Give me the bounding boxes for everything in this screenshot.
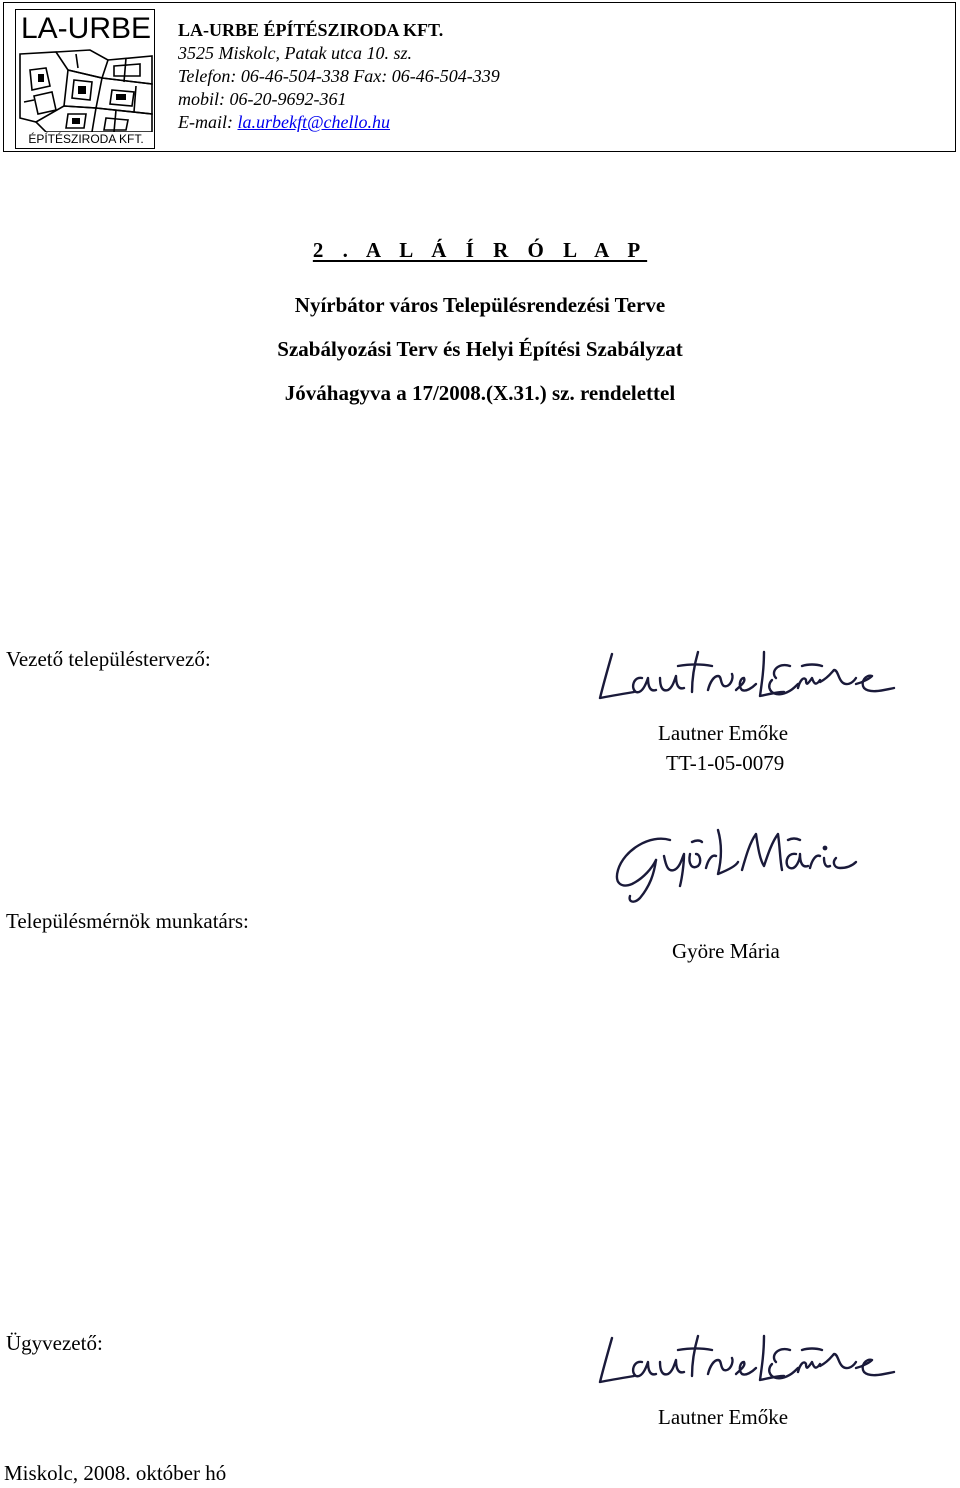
lead-planner-registration: TT-1-05-0079 [666, 751, 785, 775]
signature-gyore [610, 826, 860, 906]
engineer-name: Györe Mária [672, 939, 780, 963]
signature-lautner-1 [594, 648, 899, 710]
signature-lautner-2 [594, 1332, 899, 1394]
company-name: LA-URBE ÉPÍTÉSZIRODA KFT. [178, 20, 444, 40]
document-title-text: 2 . A L Á Í R Ó L A P [312, 238, 648, 262]
document-subtitle-1: Nyírbátor város Településrendezési Terve [294, 293, 666, 317]
place-and-date: Miskolc, 2008. október hó [4, 1461, 227, 1485]
email-link[interactable]: la.urbekft@chello.hu [237, 112, 391, 132]
engineer-role: Településmérnök munkatárs: [6, 909, 249, 933]
managing-director-role: Ügyvezető: [6, 1331, 103, 1355]
company-mobile: mobil: 06-20-9692-361 [178, 89, 347, 109]
company-email-line [178, 111, 500, 134]
email-label: E-mail: [178, 112, 238, 132]
managing-director-name: Lautner Emőke [658, 1405, 789, 1429]
document-title [0, 236, 960, 264]
lead-planner-role: Vezető településtervező: [6, 647, 211, 671]
company-address: 3525 Miskolc, Patak utca 10. sz. [178, 43, 412, 63]
company-phone-fax: Telefon: 06-46-504-338 Fax: 06-46-504-339 [178, 66, 500, 86]
logo-subtitle: ÉPÍTÉSZIRODA KFT. [16, 132, 155, 146]
logo-wordmark: LA-URBE [16, 12, 155, 46]
lead-planner-name: Lautner Emőke [658, 721, 789, 745]
document-subtitle-2: Szabályozási Terv és Helyi Építési Szabályzat [277, 337, 683, 361]
document-subtitle-3: Jóváhagyva a 17/2008.(X.31.) sz. rendelettel [284, 381, 676, 405]
letterhead [3, 2, 956, 152]
company-logo [15, 9, 155, 149]
company-info [178, 19, 500, 134]
